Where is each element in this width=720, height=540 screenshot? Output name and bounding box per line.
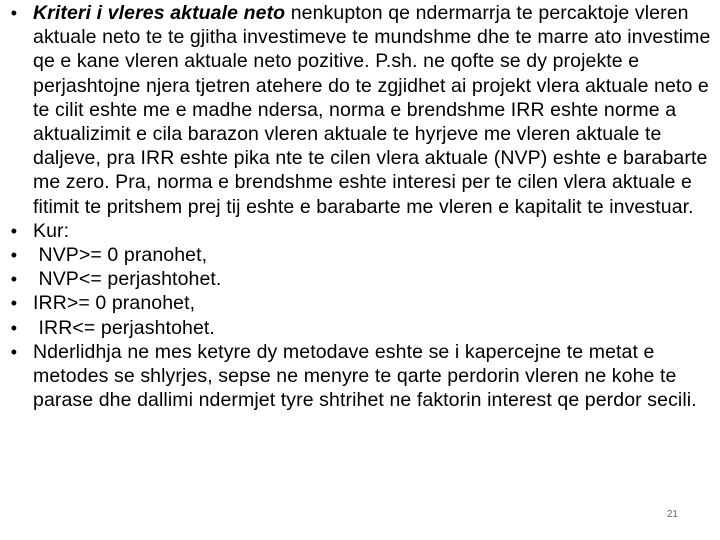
bullet-dot-icon: •	[10, 341, 18, 362]
bullet-dot-icon: •	[10, 293, 18, 314]
bullet-list	[0, 1, 715, 412]
bullet-text: NVP>= 0 pranohet,	[33, 244, 208, 267]
bullet-item-relationship	[0, 340, 715, 413]
bullet-dot-icon: •	[10, 245, 18, 266]
bullet-text: Nderlidhja ne mes ketyre dy metodave eshte se i kapercejne te metat e metodes se shlyrjes, sepse ne menyre te qarte perdorin vleren ne kohe te parase dhe dallimi ndermjet tyre shtrihet ne faktorin interest qe perdor secili.	[33, 340, 697, 412]
bullet-lead-text: Kriteri i vleres aktuale neto	[33, 2, 286, 24]
bullet-text: NVP<= perjashtohet.	[33, 268, 222, 291]
bullet-item-npv-reject	[0, 267, 715, 291]
bullet-text: IRR<= perjashtohet.	[33, 316, 215, 339]
bullet-text: IRR>= 0 pranohet,	[33, 292, 196, 315]
bullet-item-npv-criterion	[0, 1, 715, 219]
page-number: 21	[666, 509, 678, 520]
bullet-dot-icon: •	[10, 220, 18, 241]
bullet-body-text: nenkupton qe ndermarrja te percaktoje vleren aktuale neto te te gjitha investimeve te mundshme dhe te marre ato investime qe e kane vleren aktuale neto pozitive. P.sh. ne qofte se dy projekte e perjashtojne njera tjetren atehere do te zgjidhet ai projekt vlera aktuale neto e te cilit eshte me e madhe ndersa, norma e brendshme IRR eshte norme a aktualizimit e cila barazon vleren aktuale te hyrjeve me vleren aktuale te daljeve, pra IRR eshte pika nte te cilen vlera aktuale (NVP) eshte e barabarte me zero. Pra, norma e brendshme eshte interesi per te cilen vlera aktuale e fitimit te pritshem prej tij eshte e barabarte me vleren e kapitalit te investuar.	[33, 2, 711, 218]
bullet-dot-icon: •	[10, 3, 18, 23]
bullet-dot-icon: •	[10, 269, 18, 290]
bullet-item-irr-accept	[0, 291, 715, 315]
bullet-item-irr-reject	[0, 316, 715, 340]
bullet-text: Kur:	[33, 219, 70, 242]
bullet-item-npv-accept	[0, 243, 715, 267]
bullet-item-kur	[0, 219, 715, 243]
bullet-dot-icon: •	[10, 317, 18, 338]
